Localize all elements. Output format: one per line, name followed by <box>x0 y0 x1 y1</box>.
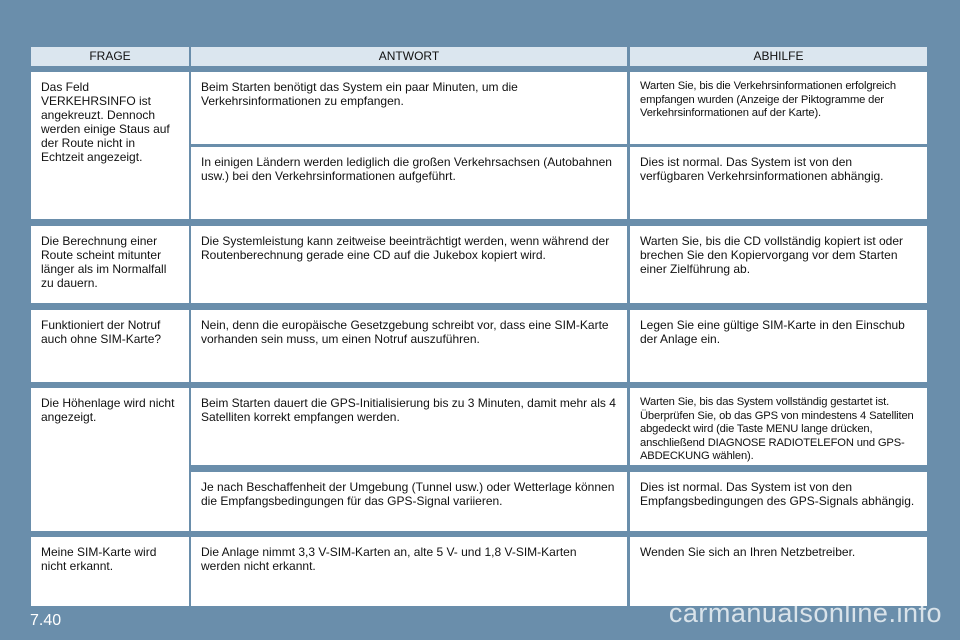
header-question: FRAGE <box>31 47 189 66</box>
solution-cell: Dies ist normal. Das System ist von den verfügbaren Verkehrsinformationen abhängig. <box>630 147 927 219</box>
answer-cell: Beim Starten dauert die GPS-Initialisierung bis zu 3 Minuten, damit mehr als 4 Satelliten korrekt empfangen werden. <box>191 388 627 465</box>
question-cell: Die Höhenlage wird nicht angezeigt. <box>31 388 189 531</box>
watermark: carmanualsonline.info <box>668 598 942 628</box>
answer-cell: Beim Starten benötigt das System ein paar Minuten, um die Verkehrsinformationen zu empfangen. <box>191 72 627 144</box>
page-number: 7.40 <box>30 612 62 629</box>
solution-cell: Wenden Sie sich an Ihren Netzbetreiber. <box>630 537 927 606</box>
answer-cell: Die Systemleistung kann zeitweise beeinträchtigt werden, wenn während der Routenberechnung gerade eine CD auf die Jukebox kopiert wird. <box>191 226 627 303</box>
solution-cell: Warten Sie, bis die Verkehrsinformationen erfolgreich empfangen wurden (Anzeige der Piktogramme der Verkehrsinformationen auf der Karte). <box>630 72 927 144</box>
header-answer: ANTWORT <box>191 47 627 66</box>
answer-cell: Je nach Beschaffenheit der Umgebung (Tunnel usw.) oder Wetterlage können die Empfangsbedingungen für das GPS-Signal variieren. <box>191 472 627 531</box>
solution-cell: Legen Sie eine gültige SIM-Karte in den Einschub der Anlage ein. <box>630 310 927 382</box>
answer-cell: In einigen Ländern werden lediglich die großen Verkehrsachsen (Autobahnen usw.) bei den Verkehrsinformationen aufgeführt. <box>191 147 627 219</box>
question-cell: Funktioniert der Notruf auch ohne SIM-Karte? <box>31 310 189 382</box>
question-cell: Die Berechnung einer Route scheint mitunter länger als im Normalfall zu dauern. <box>31 226 189 303</box>
solution-cell: Warten Sie, bis das System vollständig gestartet ist. Überprüfen Sie, ob das GPS von mindestens 4 Satelliten abgedeckt wird (die Taste MENU lange drücken, anschließend DIAGNOSE RADIOTELEFON und GPS-ABDECKUNG wählen). <box>630 388 927 465</box>
header-solution: ABHILFE <box>630 47 927 66</box>
question-cell: Meine SIM-Karte wird nicht erkannt. <box>31 537 189 606</box>
answer-cell: Die Anlage nimmt 3,3 V-SIM-Karten an, alte 5 V- und 1,8 V-SIM-Karten werden nicht erkannt. <box>191 537 627 606</box>
solution-cell: Dies ist normal. Das System ist von den Empfangsbedingungen des GPS-Signals abhängig. <box>630 472 927 531</box>
question-cell: Das Feld VERKEHRSINFO ist angekreuzt. Dennoch werden einige Staus auf der Route nicht in Echtzeit angezeigt. <box>31 72 189 219</box>
solution-cell: Warten Sie, bis die CD vollständig kopiert ist oder brechen Sie den Kopiervorgang vor dem Starten einer Zielführung ab. <box>630 226 927 303</box>
answer-cell: Nein, denn die europäische Gesetzgebung schreibt vor, dass eine SIM-Karte vorhanden sein muss, um einen Notruf auszuführen. <box>191 310 627 382</box>
